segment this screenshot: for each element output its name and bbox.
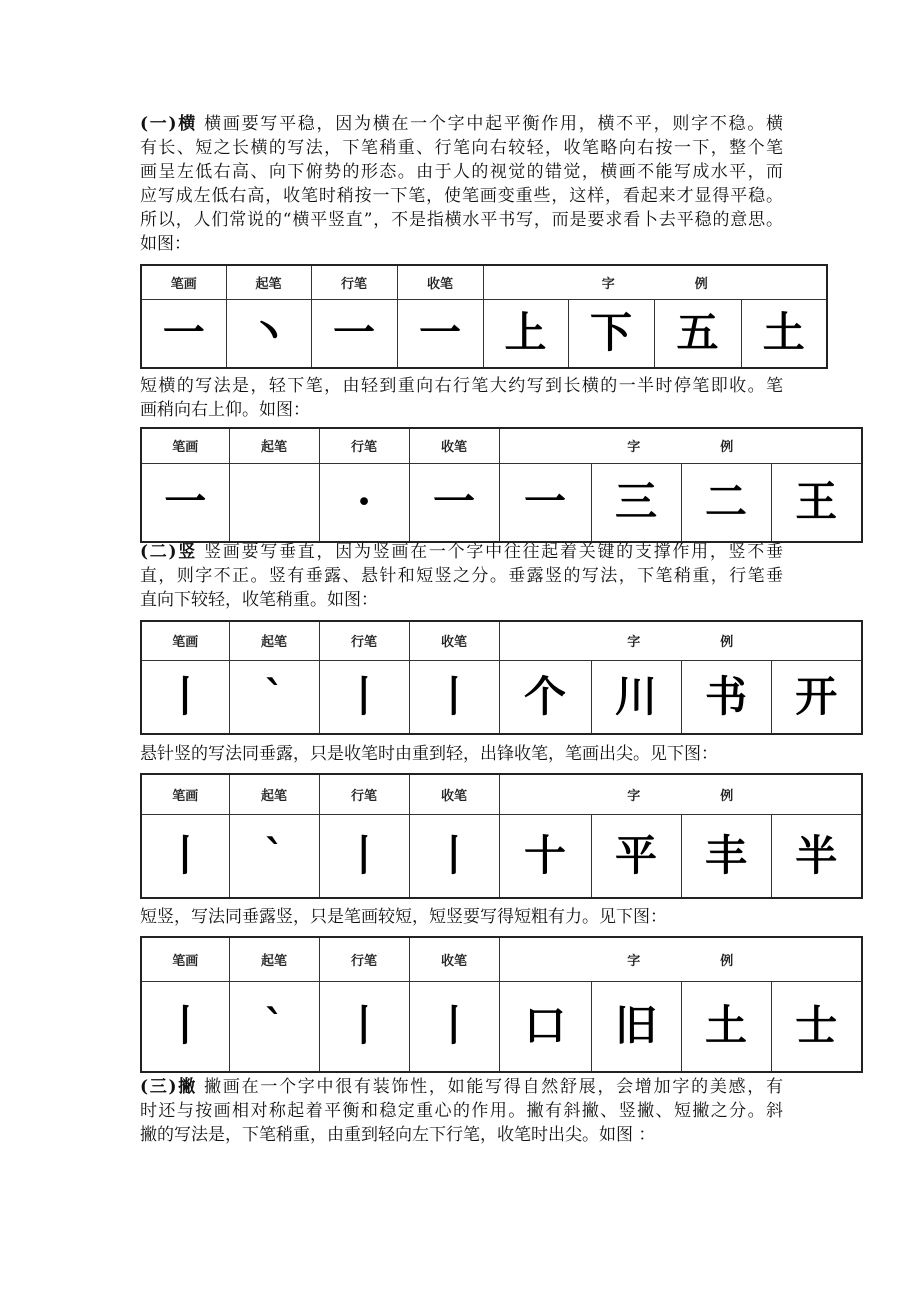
paragraph — [140, 112, 783, 256]
header-start: 起笔 — [226, 265, 311, 299]
table-header-row — [141, 621, 862, 660]
header-end: 收笔 — [409, 428, 499, 463]
paragraph-line — [140, 160, 783, 184]
paragraph-line — [140, 1099, 783, 1123]
stroke-glyph: ` — [229, 814, 319, 898]
line-text: 画稍向右上仰。如图： — [140, 400, 310, 420]
stroke-glyph: ` — [229, 660, 319, 734]
header-move: 行笔 — [319, 428, 409, 463]
header-start: 起笔 — [229, 774, 319, 814]
paragraph — [140, 374, 783, 422]
header-examples — [499, 621, 862, 660]
example-character: 五 — [654, 299, 741, 368]
table-header-row — [141, 428, 862, 463]
stroke-table — [140, 773, 863, 899]
example-character: 十 — [499, 814, 591, 898]
line-text: 撇的写法是，下笔稍重，由重到轻向左下行笔，收笔时出尖。如图 ： — [140, 1125, 656, 1145]
stroke-glyph: 丨 — [409, 814, 499, 898]
paragraph-line — [140, 232, 783, 256]
stroke-glyph: 一 — [141, 299, 226, 368]
table-header-row — [141, 937, 862, 981]
header-examples-char: 例 — [720, 440, 734, 456]
stroke-glyph: 丨 — [141, 660, 229, 734]
line-text: 短横的写法是，轻下笔，由轻到重向右行笔大约写到长横的一半时停笔即收。笔 — [140, 376, 783, 396]
table-row — [141, 463, 862, 542]
section-heading: (二)竖 — [140, 542, 198, 562]
line-text: 应写成左低右高，收笔时稍按一下笔，使笔画变重些，这样，看起来才显得平稳。 — [140, 186, 783, 206]
line-text: 时还与按画相对称起着平衡和稳定重心的作用。撇有斜撇、竖撇、短撇之分。斜 — [140, 1101, 783, 1121]
header-examples-char: 字 — [627, 788, 641, 804]
header-examples-char: 字 — [627, 953, 641, 969]
stroke-glyph: · — [319, 463, 409, 542]
line-text: 竖画要写垂直，因为竖画在一个字中往往起着关键的支撑作用，竖不垂 — [204, 542, 784, 562]
line-text: 直，则字不正。竖有垂露、悬针和短竖之分。垂露竖的写法，下笔稍重，行笔垂 — [140, 566, 783, 586]
line-text: 悬针竖的写法同垂露，只是收笔时由重到轻，出锋收笔，笔画出尖。见下图： — [140, 744, 718, 764]
paragraph-line — [140, 374, 783, 398]
paragraph-line — [140, 1123, 783, 1147]
paragraph-line — [140, 564, 783, 588]
header-end: 收笔 — [409, 937, 499, 981]
header-stroke: 笔画 — [141, 937, 229, 981]
line-text: 所以，人们常说的“横平竖直”，不是指横水平书写，而是要求看卜去平稳的意思。 — [140, 210, 783, 230]
table-header-row — [141, 265, 827, 299]
example-character: 士 — [771, 981, 862, 1072]
example-character: 旧 — [591, 981, 681, 1072]
header-start: 起笔 — [229, 621, 319, 660]
stroke-glyph: 丨 — [319, 660, 409, 734]
stroke-glyph: 丨 — [319, 814, 409, 898]
stroke-glyph — [229, 463, 319, 542]
line-text: 如图： — [140, 234, 191, 254]
header-examples-char: 例 — [720, 788, 734, 804]
header-examples — [499, 774, 862, 814]
header-move: 行笔 — [311, 265, 397, 299]
stroke-glyph: 丨 — [141, 814, 229, 898]
header-move: 行笔 — [319, 937, 409, 981]
stroke-glyph: 丨 — [319, 981, 409, 1072]
example-character: 口 — [499, 981, 591, 1072]
stroke-table — [140, 936, 863, 1073]
paragraph — [140, 1075, 783, 1147]
example-character: 王 — [771, 463, 862, 542]
header-end: 收笔 — [397, 265, 483, 299]
table-row — [141, 299, 827, 368]
header-stroke: 笔画 — [141, 774, 229, 814]
line-text: 直向下较轻，收笔稍重。如图： — [140, 590, 378, 610]
example-character: 平 — [591, 814, 681, 898]
table-row — [141, 981, 862, 1072]
paragraph-line — [140, 742, 783, 766]
header-start: 起笔 — [229, 428, 319, 463]
line-text: 短竖，写法同垂露竖，只是笔画较短，短竖要写得短粗有力。见下图： — [140, 907, 667, 927]
header-stroke: 笔画 — [141, 428, 229, 463]
header-end: 收笔 — [409, 774, 499, 814]
paragraph — [140, 742, 783, 766]
example-character: 半 — [771, 814, 862, 898]
example-character: 二 — [681, 463, 771, 542]
line-text: 撇画在一个字中很有装饰性，如能写得自然舒展，会增加字的美感，有 — [204, 1077, 784, 1097]
table-header-row — [141, 774, 862, 814]
example-character: 个 — [499, 660, 591, 734]
line-text: 有长、短之长横的写法，下笔稍重、行笔向右较轻，收笔略向右按一下，整个笔 — [140, 138, 783, 158]
header-move: 行笔 — [319, 774, 409, 814]
table-row — [141, 660, 862, 734]
header-examples-char: 字 — [601, 276, 615, 292]
header-move: 行笔 — [319, 621, 409, 660]
header-examples — [499, 937, 862, 981]
header-examples — [483, 265, 827, 299]
example-character: 土 — [741, 299, 827, 368]
stroke-table — [140, 427, 863, 543]
example-character: 一 — [499, 463, 591, 542]
header-examples-char: 字 — [627, 635, 641, 651]
paragraph-line — [140, 136, 783, 160]
example-character: 三 — [591, 463, 681, 542]
example-character: 川 — [591, 660, 681, 734]
paragraph-line — [140, 398, 783, 422]
header-examples-char: 例 — [720, 953, 734, 969]
stroke-glyph: 丨 — [409, 660, 499, 734]
paragraph-line — [140, 112, 783, 136]
header-start: 起笔 — [229, 937, 319, 981]
header-examples-char: 例 — [694, 276, 708, 292]
stroke-glyph: 一 — [397, 299, 483, 368]
header-examples-char: 字 — [627, 440, 641, 456]
stroke-glyph: 一 — [141, 463, 229, 542]
stroke-glyph: 一 — [311, 299, 397, 368]
header-examples-char: 例 — [720, 635, 734, 651]
line-text: 画呈左低右高、向下俯势的形态。由于人的视觉的错觉，横画不能写成水平，而 — [140, 162, 783, 182]
example-character: 书 — [681, 660, 771, 734]
stroke-table — [140, 620, 863, 735]
paragraph — [140, 540, 783, 612]
example-character: 上 — [483, 299, 568, 368]
table-row — [141, 814, 862, 898]
example-character: 开 — [771, 660, 862, 734]
example-character: 土 — [681, 981, 771, 1072]
stroke-glyph: 丨 — [409, 981, 499, 1072]
example-character: 丰 — [681, 814, 771, 898]
paragraph-line — [140, 208, 783, 232]
paragraph-line — [140, 905, 783, 929]
paragraph-line — [140, 184, 783, 208]
stroke-table — [140, 264, 828, 369]
stroke-glyph: 丶 — [226, 299, 311, 368]
section-heading: (一)横 — [140, 114, 198, 134]
header-end: 收笔 — [409, 621, 499, 660]
paragraph-line — [140, 1075, 783, 1099]
paragraph-line — [140, 540, 783, 564]
paragraph-line — [140, 588, 783, 612]
line-text: 横画要写平稳，因为横在一个字中起平衡作用，横不平，则字不稳。横 — [204, 114, 784, 134]
stroke-glyph: ` — [229, 981, 319, 1072]
example-character: 下 — [568, 299, 654, 368]
header-stroke: 笔画 — [141, 265, 226, 299]
header-stroke: 笔画 — [141, 621, 229, 660]
stroke-glyph: 一 — [409, 463, 499, 542]
header-examples — [499, 428, 862, 463]
section-heading: (三)撇 — [140, 1077, 198, 1097]
stroke-glyph: 丨 — [141, 981, 229, 1072]
paragraph — [140, 905, 783, 929]
